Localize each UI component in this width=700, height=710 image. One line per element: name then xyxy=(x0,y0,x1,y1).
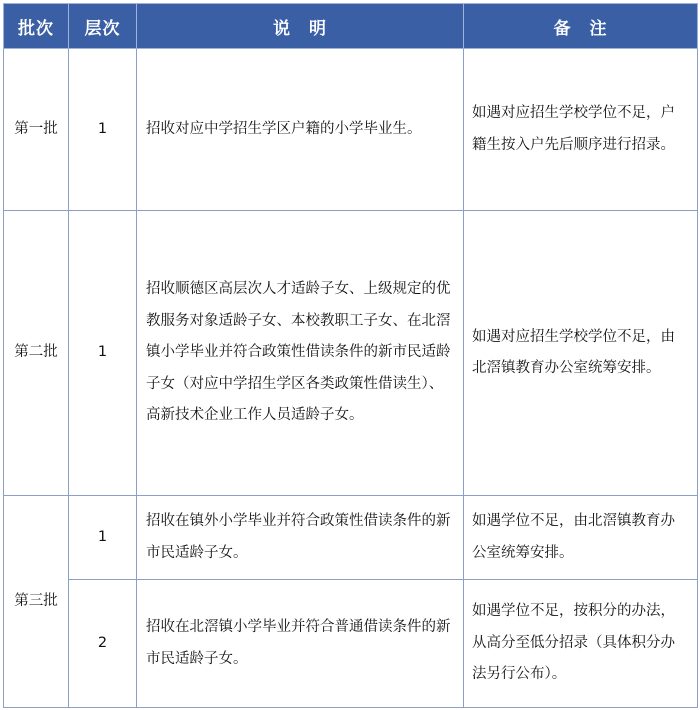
level-cell: 1 xyxy=(69,496,137,580)
level-cell: 1 xyxy=(69,49,137,211)
header-note: 备 注 xyxy=(464,4,698,49)
table-header-row xyxy=(4,4,698,49)
note-cell: 如遇学位不足，按积分的办法，从高分至低分招录（具体积分办法另行公布）。 xyxy=(464,580,698,708)
note-cell: 如遇学位不足，由北滘镇教育办公室统筹安排。 xyxy=(464,496,698,580)
table-row xyxy=(4,580,698,708)
header-description: 说 明 xyxy=(137,4,464,49)
table-row xyxy=(4,496,698,580)
header-batch: 批次 xyxy=(4,4,69,49)
description-cell: 招收对应中学招生学区户籍的小学毕业生。 xyxy=(137,49,464,211)
batch-cell: 第一批 xyxy=(4,49,69,211)
table-row xyxy=(4,211,698,496)
batch-cell: 第三批 xyxy=(4,496,69,708)
note-cell: 如遇对应招生学校学位不足，户籍生按入户先后顺序进行招录。 xyxy=(464,49,698,211)
description-cell: 招收顺德区高层次人才适龄子女、上级规定的优教服务对象适龄子女、本校教职工子女、在北滘镇小学毕业并符合政策性借读条件的新市民适龄子女（对应中学招生学区各类政策性借读生）、高新技术企业工作人员适龄子女。 xyxy=(137,211,464,496)
level-cell: 1 xyxy=(69,211,137,496)
description-cell: 招收在北滘镇小学毕业并符合普通借读条件的新市民适龄子女。 xyxy=(137,580,464,708)
batch-cell: 第二批 xyxy=(4,211,69,496)
table-row xyxy=(4,49,698,211)
header-level: 层次 xyxy=(69,4,137,49)
description-cell: 招收在镇外小学毕业并符合政策性借读条件的新市民适龄子女。 xyxy=(137,496,464,580)
level-cell: 2 xyxy=(69,580,137,708)
admission-batch-table xyxy=(3,3,698,708)
note-cell: 如遇对应招生学校学位不足，由北滘镇教育办公室统筹安排。 xyxy=(464,211,698,496)
